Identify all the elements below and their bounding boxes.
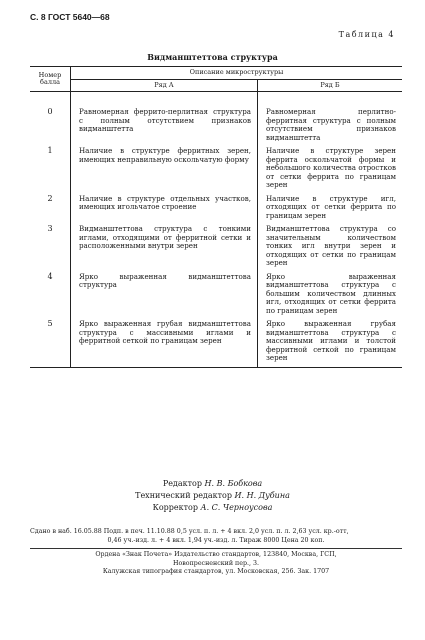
row-description-a: Ярко выраженная грубая видманштеттова структура с массивными иглами и ферритной сеткой по границам зерен xyxy=(71,320,258,367)
table-row xyxy=(30,320,402,367)
column-header-a: Ряд А xyxy=(71,79,258,92)
credits-block xyxy=(0,478,425,514)
table-row xyxy=(30,225,402,273)
tech-editor-name: И. Н. Дубина xyxy=(234,491,290,500)
print-info-line: 0,46 уч.-изд. л. + 4 вкл. 1,94 уч.-изд. л. Тираж 8000 Цена 20 коп. xyxy=(107,536,325,544)
row-description-a: Ярко выраженная видманштеттова структура xyxy=(71,273,258,321)
row-number: 3 xyxy=(30,225,71,273)
editor-label: Редактор xyxy=(162,479,202,488)
microstructure-table xyxy=(30,66,402,368)
row-number: 5 xyxy=(30,320,71,367)
row-description-a: Наличие в структуре отдельных участков, имеющих игольчатое строение xyxy=(71,195,258,226)
corrector-name: А. С. Черноусова xyxy=(200,503,273,512)
row-number: 2 xyxy=(30,195,71,226)
publisher-address: Новопресненский пер., 3. xyxy=(172,559,260,567)
tech-editor-line xyxy=(0,490,425,502)
row-description-a: Равномерная феррито-перлитная структура с полным отсутствием признаков видманштетта xyxy=(71,92,258,148)
print-info xyxy=(30,528,402,545)
column-header-b: Ряд Б xyxy=(258,79,403,92)
corrector-line xyxy=(0,502,425,514)
table-number: Таблица 4 xyxy=(338,30,395,39)
row-description-b: Равномерная перлитно-ферритная структура с полным отсутствием признаков видманштетта xyxy=(266,107,396,142)
row-description-b: Ярко выраженная видманштеттова структура с большим количеством длинных игл, отходящих от сетки феррита по границам зерен xyxy=(266,271,396,315)
table-row xyxy=(30,147,402,195)
table-title: Видманштеттова структура xyxy=(147,52,278,62)
printing-house-line: Калужская типография стандартов, ул. Московская, 256. Зак. 1707 xyxy=(102,568,330,575)
row-number: 1 xyxy=(30,147,71,195)
page-header: С. 8 ГОСТ 5640—68 xyxy=(30,12,110,22)
row-number: 0 xyxy=(30,92,71,148)
row-number: 4 xyxy=(30,273,71,321)
row-description-b: Наличие в структуре зерен феррита оскольчатой формы и небольшого количества отростков от сетки феррита по границам зерен xyxy=(266,146,396,189)
column-header-number: Номер балла xyxy=(30,67,71,92)
editor-line xyxy=(0,478,425,490)
table-row xyxy=(30,195,402,226)
table-row xyxy=(30,273,402,321)
print-info-line: Сдано в наб. 16.05.88 Подп. в печ. 11.10.88 0,5 усл. п. л. + 4 вкл. 2,0 усл. п. л. 2,63 усл. кр.-отт, xyxy=(30,528,349,535)
corrector-label: Корректор xyxy=(152,503,198,512)
row-description-a: Видманштеттова структура с тонкими иглами, отходящими от ферритной сетки и расположенными внутри зерен xyxy=(71,225,258,273)
tech-editor-label: Технический редактор xyxy=(135,491,232,500)
row-description-a: Наличие в структуре ферритных зерен, имеющих неправильную оскольчатую форму xyxy=(71,147,258,195)
divider xyxy=(30,548,402,549)
publisher-info xyxy=(30,551,402,577)
publisher-line: Ордена «Знак Почета» Издательство стандартов, 123840, Москва, ГСП, xyxy=(95,551,337,558)
editor-name: Н. В. Бобкова xyxy=(204,479,263,488)
row-description-b: Видманштеттова структура со значительным количеством тонких игл внутри зерен и отходящих от сетки по границам зерен xyxy=(266,224,396,267)
row-description-b: Ярко выраженная грубая видманштеттова структура с массивными иглами и толстой ферритной сеткой по границам зерен xyxy=(258,320,403,367)
column-header-group: Описание микроструктуры xyxy=(71,67,403,80)
row-description-b: Наличие в структуре игл, отходящих от сетки феррита по границам зерен xyxy=(266,193,396,220)
table-row xyxy=(30,92,402,148)
